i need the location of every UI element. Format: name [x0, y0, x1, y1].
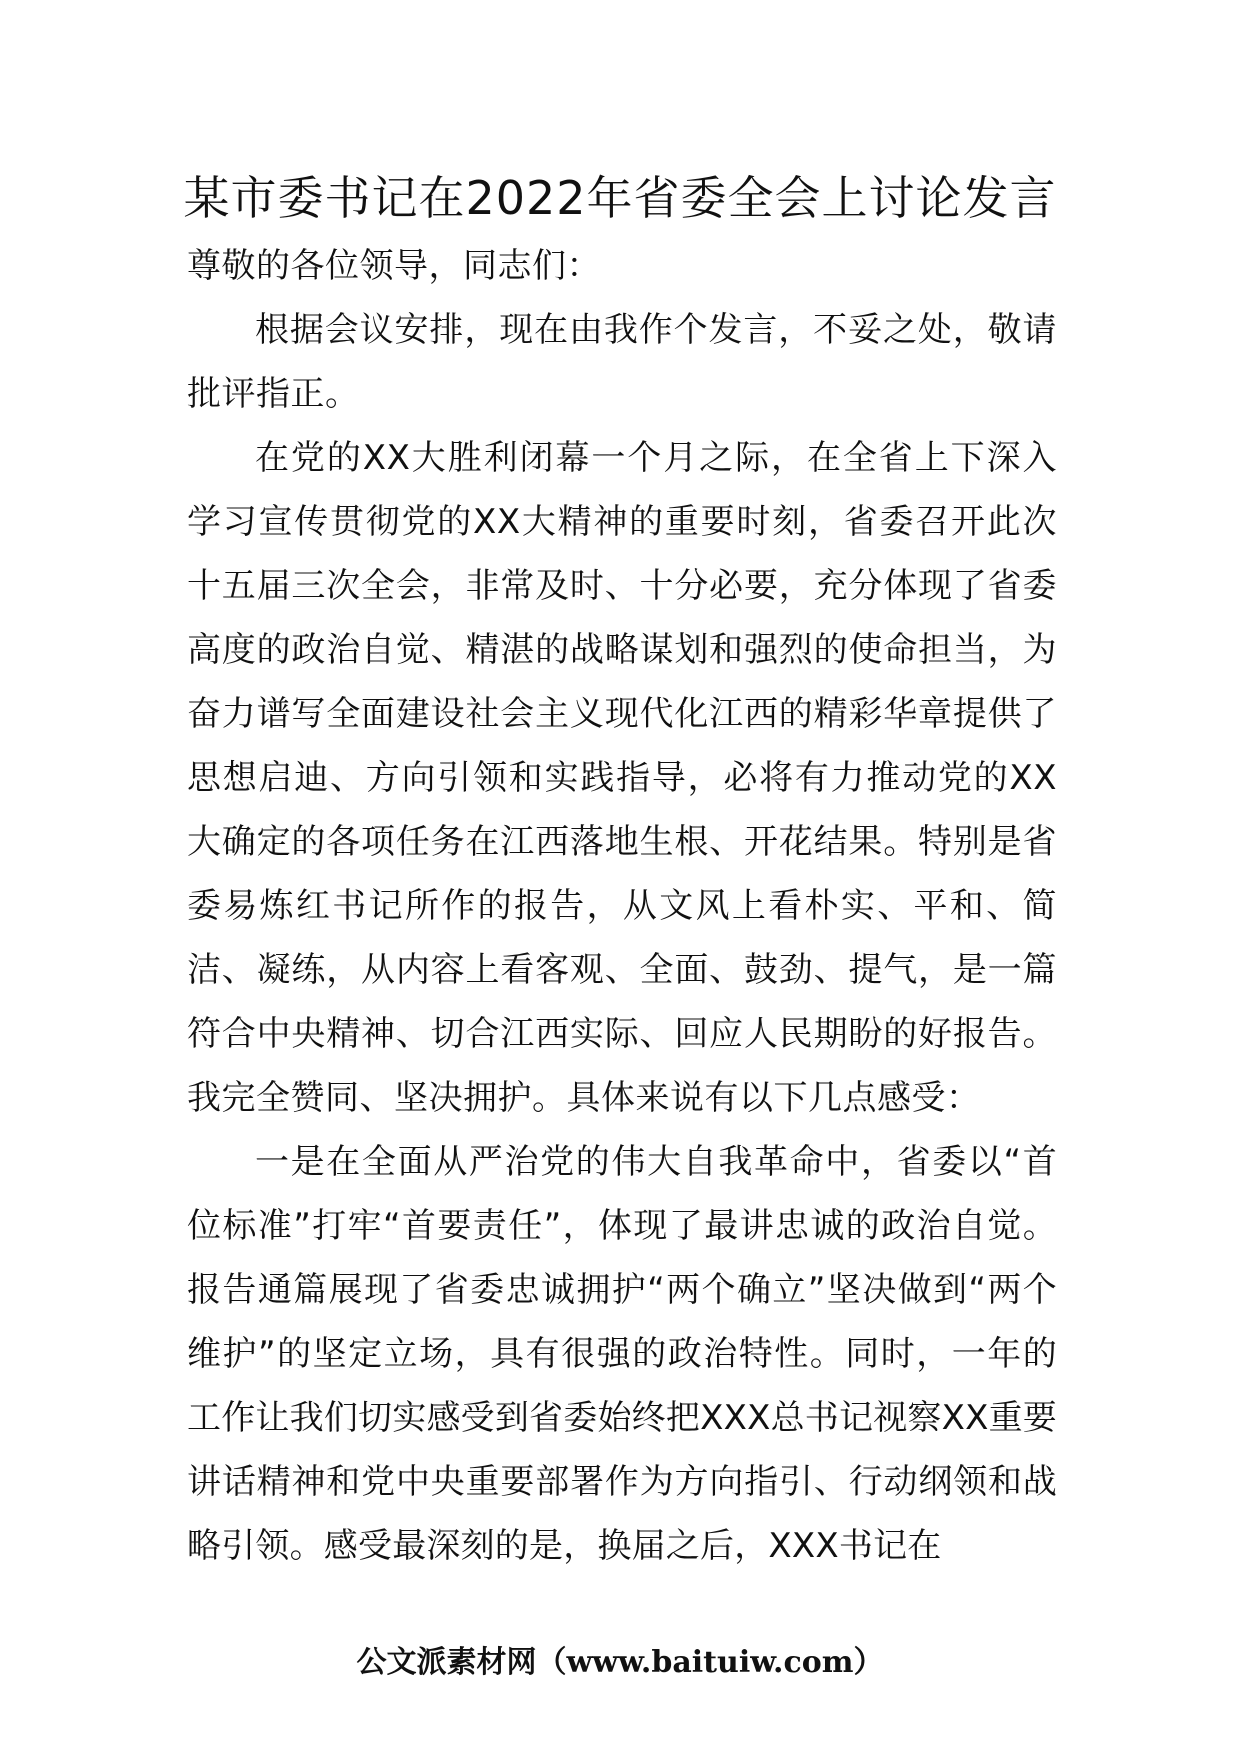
paragraph-2: 在党的XX大胜利闭幕一个月之际，在全省上下深入学习宣传贯彻党的XX大精神的重要时刻，省委召开此次十五届三次全会，非常及时、十分必要，充分体现了省委高度的政治自觉、精湛的战略谋划和强烈的使命担当，为奋力谱写全面建设社会主义现代化江西的精彩华章提供了思想启迪、方向引领和实践指导，必将有力推动党的XX大确定的各项任务在江西落地生根、开花结果。特别是省委易炼红书记所作的报告，从文风上看朴实、平和、简洁、凝练，从内容上看客观、全面、鼓劲、提气，是一篇符合中央精神、切合江西实际、回应人民期盼的好报告。我完全赞同、坚决拥护。具体来说有以下几点感受： — [187, 438, 1057, 1118]
salutation: 尊敬的各位领导，同志们： — [187, 246, 601, 286]
document-body — [187, 234, 1057, 1578]
document-title: 某市委书记在2022年省委全会上讨论发言 — [183, 171, 1057, 225]
footer-watermark: 公文派素材网（www.baituiw.com） — [356, 1645, 884, 1680]
paragraph-1: 根据会议安排，现在由我作个发言，不妥之处，敬请批评指正。 — [187, 310, 1057, 414]
paragraph-3: 一是在全面从严治党的伟大自我革命中，省委以“首位标准”打牢“首要责任”，体现了最讲忠诚的政治自觉。报告通篇展现了省委忠诚拥护“两个确立”坚决做到“两个维护”的坚定立场，具有很强的政治特性。同时，一年的工作让我们切实感受到省委始终把XXX总书记视察XX重要讲话精神和党中央重要部署作为方向指引、行动纲领和战略引领。感受最深刻的是，换届之后，XXX书记在 — [187, 1142, 1057, 1566]
